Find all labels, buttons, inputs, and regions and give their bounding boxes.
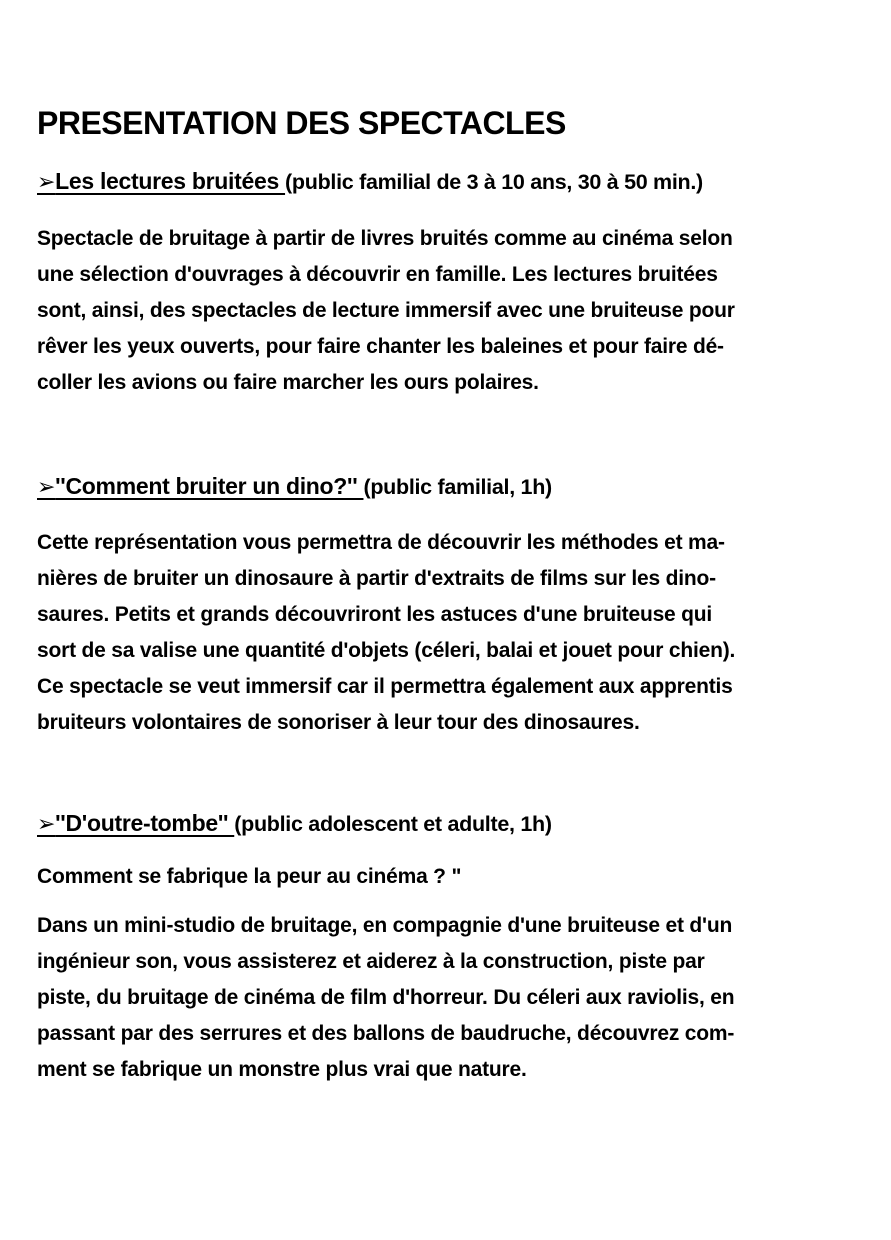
text-line: piste, du bruitage de cinéma de film d'horreur. Du céleri aux raviolis, en bbox=[37, 986, 735, 1009]
section-heading-underlined bbox=[37, 473, 363, 499]
text-line: ingénieur son, vous assisterez et aiderez à la construction, piste par bbox=[37, 950, 705, 973]
section-title: ''D'outre-tombe'' bbox=[55, 810, 235, 836]
text-line: Comment se fabrique la peur au cinéma ? " bbox=[37, 865, 462, 888]
section-subtitle: (public familial de 3 à 10 ans, 30 à 50 min.) bbox=[285, 170, 703, 194]
section-subtitle: (public familial, 1h) bbox=[363, 475, 552, 499]
text-line: nières de bruiter un dinosaure à partir d'extraits de films sur les dino- bbox=[37, 567, 716, 590]
paragraph bbox=[37, 859, 853, 895]
text-line: bruiteurs volontaires de sonoriser à leur tour des dinosaures. bbox=[37, 711, 640, 734]
section-lectures-bruitees bbox=[37, 166, 853, 401]
paragraph bbox=[37, 221, 853, 401]
text-line: Dans un mini-studio de bruitage, en compagnie d'une bruiteuse et d'un bbox=[37, 914, 733, 937]
section-heading-underlined bbox=[37, 168, 285, 194]
text-line: coller les avions ou faire marcher les ours polaires. bbox=[37, 371, 539, 394]
text-line: rêver les yeux ouverts, pour faire chanter les baleines et pour faire dé- bbox=[37, 335, 724, 358]
text-line: Spectacle de bruitage à partir de livres bruités comme au cinéma selon bbox=[37, 227, 733, 250]
section-heading bbox=[37, 166, 853, 198]
text-line: passant par des serrures et des ballons de baudruche, découvrez com- bbox=[37, 1022, 735, 1045]
section-title: ''Comment bruiter un dino?'' bbox=[55, 473, 364, 499]
section-subtitle: (public adolescent et adulte, 1h) bbox=[234, 812, 552, 836]
arrow-bullet-icon: ➢ bbox=[37, 812, 56, 837]
text-line: ment se fabrique un monstre plus vrai que nature. bbox=[37, 1058, 527, 1081]
arrow-bullet-icon: ➢ bbox=[37, 475, 56, 500]
paragraph bbox=[37, 525, 853, 741]
text-line: saures. Petits et grands découvriront les astuces d'une bruiteuse qui bbox=[37, 603, 713, 626]
section-heading bbox=[37, 471, 853, 503]
text-line: sort de sa valise une quantité d'objets (céleri, balai et jouet pour chien). bbox=[37, 639, 736, 662]
section-comment-bruiter-un-dino bbox=[37, 471, 853, 741]
section-heading-underlined bbox=[37, 810, 234, 836]
section-doutre-tombe bbox=[37, 808, 853, 1088]
text-line: Ce spectacle se veut immersif car il permettra également aux apprentis bbox=[37, 675, 733, 698]
paragraph bbox=[37, 908, 853, 1088]
text-line: Cette représentation vous permettra de découvrir les méthodes et ma- bbox=[37, 531, 725, 554]
page-title: PRESENTATION DES SPECTACLES bbox=[37, 105, 566, 141]
text-line: sont, ainsi, des spectacles de lecture immersif avec une bruiteuse pour bbox=[37, 299, 735, 322]
text-line: une sélection d'ouvrages à découvrir en famille. Les lectures bruitées bbox=[37, 263, 718, 286]
arrow-bullet-icon: ➢ bbox=[37, 170, 56, 195]
section-title: Les lectures bruitées bbox=[55, 168, 286, 194]
section-heading bbox=[37, 808, 853, 840]
